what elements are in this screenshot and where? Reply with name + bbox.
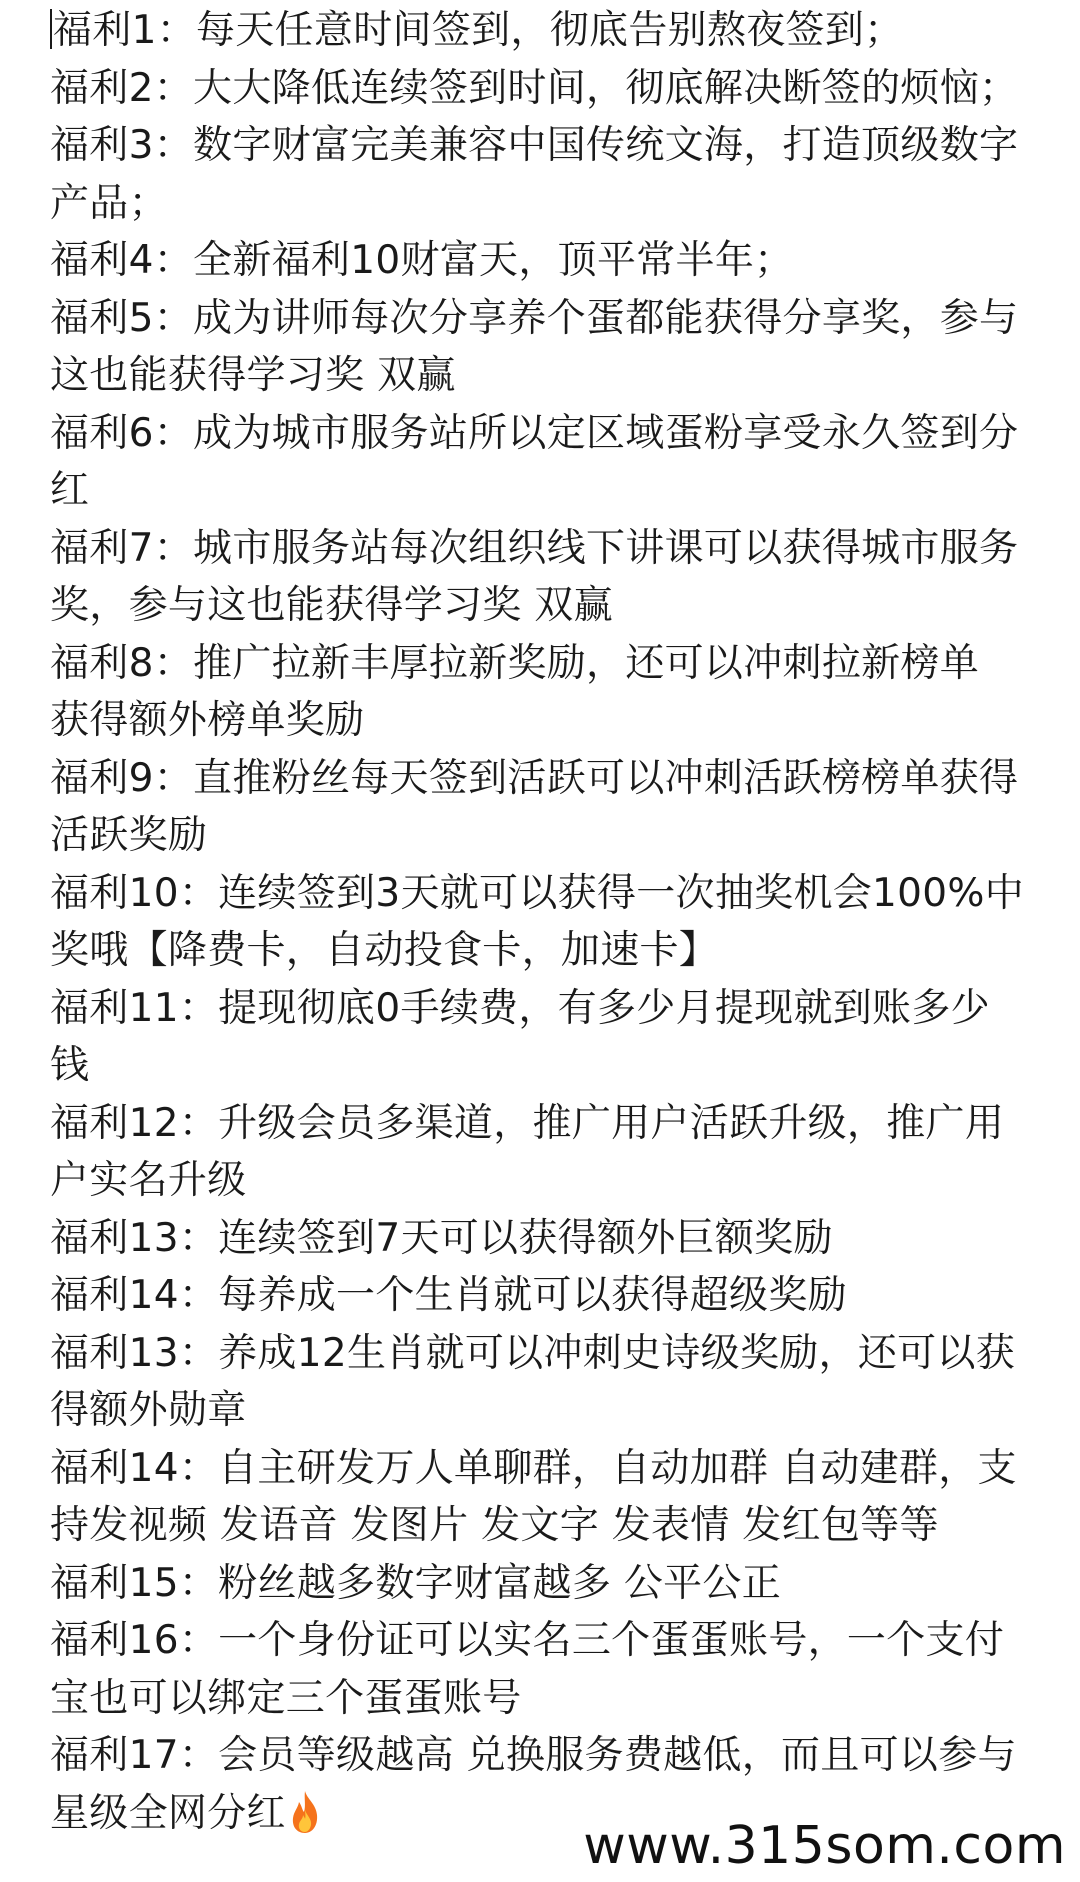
fire-icon [288, 1790, 322, 1834]
text-line: 福利15：粉丝越多数字财富越多 公平公正 [50, 1560, 782, 1606]
line-text: 福利1：每天任意时间签到，彻底告别熬夜签到； [53, 8, 904, 53]
text-line: 福利17：会员等级越高 兑换服务费越低，而且可以参与 [50, 1733, 1017, 1778]
text-line: 福利6：成为城市服务站所以定区域蛋粉享受永久签到分 [50, 410, 1019, 456]
text-cursor [50, 9, 52, 49]
text-line: 这也能获得学习奖 双赢 [50, 353, 456, 398]
text-line: 福利2：大大降低连续签到时间，彻底解决断签的烦恼； [50, 65, 1019, 111]
text-line: 福利16：一个身份证可以实名三个蛋蛋账号，一个支付 [50, 1618, 1005, 1663]
text-line: 福利14：每养成一个生肖就可以获得超级奖励 [50, 1273, 847, 1318]
text-line: 持发视频 发语音 发图片 发文字 发表情 发红包等等 [50, 1503, 939, 1548]
text-line: 福利13：连续签到7天可以获得额外巨额奖励 [50, 1215, 833, 1261]
text-line: 户实名升级 [50, 1158, 247, 1203]
text-line: 福利11：提现彻底0手续费，有多少月提现就到账多少 [50, 985, 990, 1031]
text-line: 活跃奖励 [50, 813, 208, 858]
text-line: 福利3：数字财富完美兼容中国传统文海，打造顶级数字 [50, 123, 1019, 168]
watermark: www.315som.com [579, 1816, 1070, 1876]
text-line: 奖，参与这也能获得学习奖 双赢 [50, 583, 613, 628]
text-line: 福利7：城市服务站每次组织线下讲课可以获得城市服务 [50, 525, 1019, 571]
text-line: 福利4：全新福利10财富天，顶平常半年； [50, 238, 794, 283]
text-line: 宝也可以绑定三个蛋蛋账号 [50, 1675, 522, 1721]
text-line: 福利10：连续签到3天就可以获得一次抽奖机会100%中 [50, 870, 1025, 916]
text-line: 红 [50, 468, 90, 513]
text-line: 福利12：升级会员多渠道，推广用户活跃升级，推广用 [50, 1100, 1005, 1146]
text-line: 福利9：直推粉丝每天签到活跃可以冲刺活跃榜榜单获得 [50, 755, 1019, 801]
line-text: 星级全网分红 [50, 1790, 286, 1836]
text-line: 奖哦【降费卡，自动投食卡，加速卡】 [50, 928, 719, 973]
text-line: 钱 [50, 1043, 90, 1088]
text-line: 福利14：自主研发万人单聊群，自动加群 自动建群，支 [50, 1445, 1017, 1491]
text-line: 得额外勋章 [50, 1388, 247, 1433]
text-line: 获得额外榜单奖励 [50, 698, 365, 743]
document-body [50, 2, 1035, 1842]
text-line: 福利8：推广拉新丰厚拉新奖励，还可以冲刺拉新榜单 [50, 640, 980, 686]
text-line: 福利5：成为讲师每次分享养个蛋都能获得分享奖，参与 [50, 295, 1019, 341]
text-line: 福利13：养成12生肖就可以冲刺史诗级奖励，还可以获 [50, 1330, 1016, 1376]
text-line: 产品； [50, 180, 168, 226]
text-line [50, 2, 1035, 60]
